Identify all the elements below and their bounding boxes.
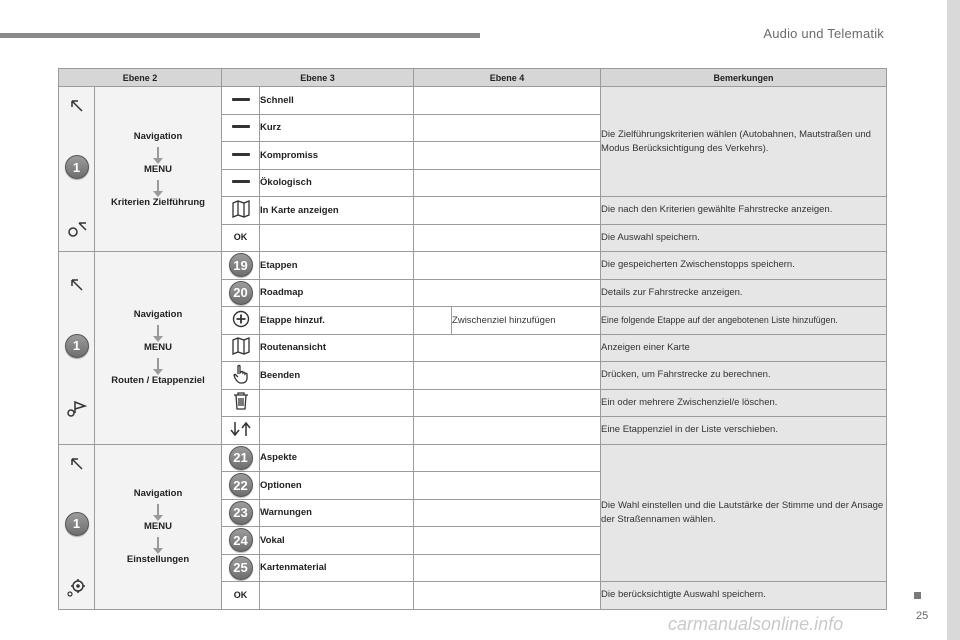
level2-cell: [95, 87, 222, 252]
level4-cell: [414, 389, 601, 417]
level4-cell: [414, 417, 601, 445]
level3-label: In Karte anzeigen: [260, 197, 414, 225]
level4-cell: [414, 499, 601, 527]
level4-cell: [414, 472, 601, 500]
level4-cell: [414, 362, 601, 390]
remark-cell: Anzeigen einer Karte: [601, 334, 887, 362]
level4-cell: [414, 334, 601, 362]
level4-cell: [414, 224, 601, 252]
remark-cell: Drücken, um Fahrstrecke zu berechnen.: [601, 362, 887, 390]
level3-label: Routenansicht: [260, 334, 414, 362]
level3-label: Kompromiss: [260, 142, 414, 170]
column-header: Bemerkungen: [601, 69, 887, 87]
route-line-icon: [231, 97, 251, 103]
watermark: carmanualsonline.info: [668, 614, 844, 634]
section-title: Audio und Telematik: [763, 26, 884, 41]
gear-icon: [66, 577, 88, 597]
level3-icon-cell: [222, 417, 260, 445]
level3-icon-cell: [222, 87, 260, 115]
level2-label: Navigation: [133, 309, 183, 321]
level4-cell: [414, 197, 601, 225]
ok-cell: [222, 224, 260, 252]
level3-icon-cell: [222, 472, 260, 500]
level4-cell: [414, 527, 601, 555]
map-icon: [231, 337, 251, 355]
navigation-arrow-icon: [70, 278, 84, 292]
step-badge: 21: [229, 446, 253, 470]
level3-label: [260, 224, 414, 252]
menu-label: MENU: [144, 163, 172, 175]
level1-cell: [59, 444, 95, 609]
arrow-down-icon: [157, 504, 159, 516]
level3-icon-cell: [222, 279, 260, 307]
level4-cell: [414, 87, 601, 115]
page-edge-strip: [947, 0, 960, 640]
level3-icon-cell: [222, 307, 260, 335]
submenu-label: Routen / Etappenziel: [111, 375, 205, 387]
ok-label: OK: [233, 232, 248, 243]
level1-cell: [59, 252, 95, 445]
level3-icon-cell: [222, 499, 260, 527]
level4-cell: [414, 252, 601, 280]
level3-icon-cell: [222, 334, 260, 362]
level2-label: Navigation: [133, 488, 183, 499]
level3-icon-cell: [222, 444, 260, 472]
step-badge: 22: [229, 473, 253, 497]
step-badge: 1: [65, 512, 89, 536]
arrow-down-icon: [157, 180, 159, 192]
add-icon: [232, 310, 250, 328]
level2-cell: [95, 444, 222, 609]
remark-cell: Die berücksichtigte Auswahl speichern.: [601, 582, 887, 610]
level2-cell: [95, 252, 222, 445]
level2-label: Navigation: [133, 130, 183, 142]
table-row: [59, 444, 887, 472]
step-badge: 25: [229, 556, 253, 580]
level3-label: Kartenmaterial: [260, 554, 414, 582]
table-header-row: [59, 69, 887, 87]
level3-label: Kurz: [260, 114, 414, 142]
level4-label: Zwischenziel hinzufügen: [452, 307, 601, 335]
remark-cell: Die Zielführungskriterien wählen (Autobahnen, Mautstraßen und Modus Berücksichtigung des Verkehrs).: [601, 87, 887, 197]
submenu-label: Einstellungen: [126, 554, 190, 565]
level3-label: [260, 417, 414, 445]
step-badge: 1: [65, 155, 89, 179]
navigation-arrow-icon: [70, 99, 84, 113]
level4-cell: [414, 114, 601, 142]
level3-label: Beenden: [260, 362, 414, 390]
ok-cell: [222, 582, 260, 610]
level3-label: [260, 389, 414, 417]
remark-cell: Die gespeicherten Zwischenstopps speichern.: [601, 252, 887, 280]
level3-label: Etappen: [260, 252, 414, 280]
level3-label: [260, 582, 414, 610]
route-line-icon: [231, 124, 251, 130]
level4-cell: [414, 142, 601, 170]
step-badge: 24: [229, 528, 253, 552]
level4-cell: [414, 444, 601, 472]
column-header: Ebene 4: [414, 69, 601, 87]
level3-label: Etappe hinzuf.: [260, 307, 414, 335]
level3-icon-cell: [222, 252, 260, 280]
level3-icon-cell: [222, 554, 260, 582]
table-row: [59, 252, 887, 280]
page-marker: [914, 592, 921, 599]
route-line-icon: [231, 179, 251, 185]
level4-cell: [414, 554, 601, 582]
level3-label: Aspekte: [260, 444, 414, 472]
step-badge: 20: [229, 281, 253, 305]
level4-cell: [414, 279, 601, 307]
arrow-down-icon: [157, 358, 159, 370]
remark-cell: Die Auswahl speichern.: [601, 224, 887, 252]
trash-icon: [233, 392, 249, 410]
table-row: [59, 87, 887, 115]
step-badge: 23: [229, 501, 253, 525]
level1-cell: [59, 87, 95, 252]
remark-cell: Eine folgende Etappe auf der angebotenen Liste hinzufügen.: [601, 307, 887, 335]
level4-cell: [414, 169, 601, 197]
step-badge: 1: [65, 334, 89, 358]
column-header: Ebene 2: [59, 69, 222, 87]
remark-cell: Ein oder mehrere Zwischenziel/e löschen.: [601, 389, 887, 417]
reorder-icon: [229, 420, 253, 438]
remark-cell: Die nach den Kriterien gewählte Fahrstrecke anzeigen.: [601, 197, 887, 225]
remark-cell: Eine Etappenziel in der Liste verschieben.: [601, 417, 887, 445]
menu-table: [58, 68, 887, 610]
header-bar: [0, 33, 480, 38]
remark-cell: Die Wahl einstellen und die Lautstärke der Stimme und der Ansage der Straßennamen wählen.: [601, 444, 887, 582]
submenu-label: Kriterien Zielführung: [111, 196, 205, 208]
page-number: 25: [916, 610, 929, 622]
hand-icon: [232, 364, 250, 384]
arrow-down-icon: [157, 147, 159, 159]
arrow-down-icon: [157, 325, 159, 337]
level3-icon-cell: [222, 114, 260, 142]
arrow-down-icon: [157, 537, 159, 549]
navigation-arrow-icon: [70, 457, 84, 471]
settings-route-icon: [66, 221, 88, 239]
level3-icon-cell: [222, 142, 260, 170]
map-icon: [231, 200, 251, 218]
level3-label: Ökologisch: [260, 169, 414, 197]
level4-cell: [414, 582, 601, 610]
remark-cell: Details zur Fahrstrecke anzeigen.: [601, 279, 887, 307]
level3-label: Warnungen: [260, 499, 414, 527]
level3-icon-cell: [222, 527, 260, 555]
step-badge: 19: [229, 253, 253, 277]
level4-icon-cell: [414, 307, 452, 335]
ok-label: OK: [233, 589, 248, 600]
level3-label: Vokal: [260, 527, 414, 555]
column-header: Ebene 3: [222, 69, 414, 87]
level3-label: Roadmap: [260, 279, 414, 307]
level3-icon-cell: [222, 362, 260, 390]
waypoint-flag-icon: [66, 400, 88, 418]
level3-icon-cell: [222, 169, 260, 197]
level3-icon-cell: [222, 197, 260, 225]
menu-label: MENU: [144, 521, 172, 532]
level3-label: Schnell: [260, 87, 414, 115]
route-line-icon: [231, 152, 251, 158]
menu-label: MENU: [144, 342, 172, 354]
level3-label: Optionen: [260, 472, 414, 500]
level3-icon-cell: [222, 389, 260, 417]
